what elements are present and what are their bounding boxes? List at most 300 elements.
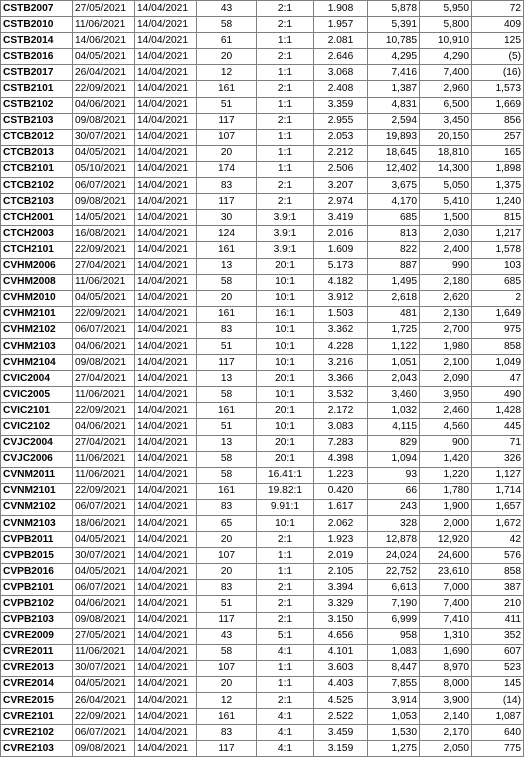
ticker-cell: CSTB2010 [1,17,73,33]
table-row [1,210,524,226]
maturity-date-cell: 22/09/2021 [73,242,135,258]
value-cell: 4.182 [314,274,368,290]
ratio-cell: 1:1 [257,548,314,564]
col-9-cell: 409 [472,17,524,33]
trade-date-cell: 14/04/2021 [135,210,197,226]
trade-date-cell: 14/04/2021 [135,564,197,580]
ratio-cell: 2:1 [257,580,314,596]
ratio-cell: 2:1 [257,49,314,65]
trade-date-cell: 14/04/2021 [135,451,197,467]
col-8-cell: 10,910 [420,33,472,49]
col-8-cell: 1,310 [420,628,472,644]
table-row [1,194,524,210]
maturity-date-cell: 06/07/2021 [73,322,135,338]
maturity-date-cell: 16/08/2021 [73,226,135,242]
days-cell: 43 [197,628,257,644]
col-9-cell: 1,649 [472,306,524,322]
days-cell: 174 [197,161,257,177]
value-cell: 2.172 [314,403,368,419]
value-cell: 2.105 [314,564,368,580]
maturity-date-cell: 06/07/2021 [73,178,135,194]
ticker-cell: CVNM2103 [1,516,73,532]
col-9-cell: 1,657 [472,499,524,515]
maturity-date-cell: 11/06/2021 [73,387,135,403]
value-cell: 3.603 [314,660,368,676]
table-row [1,435,524,451]
col-9-cell: 47 [472,371,524,387]
value-cell: 4.403 [314,676,368,692]
value-cell: 1.617 [314,499,368,515]
trade-date-cell: 14/04/2021 [135,499,197,515]
col-8-cell: 14,300 [420,161,472,177]
table-row [1,725,524,741]
col-7-cell: 12,878 [368,532,420,548]
col-8-cell: 8,000 [420,676,472,692]
col-9-cell: 1,375 [472,178,524,194]
maturity-date-cell: 26/04/2021 [73,65,135,81]
maturity-date-cell: 11/06/2021 [73,451,135,467]
trade-date-cell: 14/04/2021 [135,49,197,65]
days-cell: 161 [197,709,257,725]
trade-date-cell: 14/04/2021 [135,355,197,371]
trade-date-cell: 14/04/2021 [135,371,197,387]
maturity-date-cell: 06/07/2021 [73,725,135,741]
maturity-date-cell: 22/09/2021 [73,403,135,419]
col-7-cell: 1,122 [368,338,420,354]
maturity-date-cell: 26/04/2021 [73,693,135,709]
trade-date-cell: 14/04/2021 [135,306,197,322]
trade-date-cell: 14/04/2021 [135,338,197,354]
table-row [1,242,524,258]
maturity-date-cell: 18/06/2021 [73,516,135,532]
value-cell: 0.420 [314,483,368,499]
trade-date-cell: 14/04/2021 [135,596,197,612]
ticker-cell: CVRE2011 [1,644,73,660]
col-8-cell: 5,050 [420,178,472,194]
trade-date-cell: 14/04/2021 [135,628,197,644]
col-7-cell: 5,391 [368,17,420,33]
trade-date-cell: 14/04/2021 [135,194,197,210]
table-row [1,274,524,290]
table-row [1,467,524,483]
table-body [1,1,524,757]
col-8-cell: 8,970 [420,660,472,676]
ratio-cell: 4:1 [257,644,314,660]
col-8-cell: 2,180 [420,274,472,290]
value-cell: 4.525 [314,693,368,709]
ratio-cell: 10:1 [257,290,314,306]
table-row [1,612,524,628]
value-cell: 1.908 [314,1,368,17]
col-8-cell: 3,950 [420,387,472,403]
value-cell: 4.228 [314,338,368,354]
ticker-cell: CTCH2003 [1,226,73,242]
value-cell: 3.329 [314,596,368,612]
col-9-cell: 490 [472,387,524,403]
ticker-cell: CVIC2004 [1,371,73,387]
maturity-date-cell: 06/07/2021 [73,580,135,596]
maturity-date-cell: 06/07/2021 [73,499,135,515]
ratio-cell: 20:1 [257,451,314,467]
col-8-cell: 12,920 [420,532,472,548]
ratio-cell: 1:1 [257,33,314,49]
maturity-date-cell: 22/09/2021 [73,709,135,725]
value-cell: 2.646 [314,49,368,65]
col-7-cell: 3,460 [368,387,420,403]
value-cell: 2.408 [314,81,368,97]
ratio-cell: 2:1 [257,178,314,194]
value-cell: 2.053 [314,129,368,145]
days-cell: 117 [197,355,257,371]
col-8-cell: 1,780 [420,483,472,499]
maturity-date-cell: 11/06/2021 [73,644,135,660]
col-7-cell: 5,878 [368,1,420,17]
value-cell: 1.503 [314,306,368,322]
days-cell: 20 [197,532,257,548]
days-cell: 12 [197,693,257,709]
col-7-cell: 481 [368,306,420,322]
ticker-cell: CVNM2011 [1,467,73,483]
maturity-date-cell: 27/04/2021 [73,435,135,451]
ratio-cell: 1:1 [257,129,314,145]
col-9-cell: (16) [472,65,524,81]
col-9-cell: 210 [472,596,524,612]
ratio-cell: 10:1 [257,338,314,354]
table-row [1,371,524,387]
table-row [1,161,524,177]
table-row [1,290,524,306]
col-9-cell: 640 [472,725,524,741]
ratio-cell: 3.9:1 [257,242,314,258]
ticker-cell: CVRE2103 [1,741,73,757]
col-8-cell: 23,610 [420,564,472,580]
col-7-cell: 1,032 [368,403,420,419]
col-8-cell: 5,950 [420,1,472,17]
value-cell: 3.207 [314,178,368,194]
ratio-cell: 20:1 [257,371,314,387]
days-cell: 13 [197,435,257,451]
ratio-cell: 1:1 [257,145,314,161]
maturity-date-cell: 09/08/2021 [73,194,135,210]
col-8-cell: 3,450 [420,113,472,129]
col-8-cell: 7,400 [420,65,472,81]
ticker-cell: CSTB2016 [1,49,73,65]
trade-date-cell: 14/04/2021 [135,129,197,145]
col-7-cell: 958 [368,628,420,644]
ratio-cell: 2:1 [257,532,314,548]
trade-date-cell: 14/04/2021 [135,274,197,290]
table-row [1,532,524,548]
trade-date-cell: 14/04/2021 [135,17,197,33]
ticker-cell: CSTB2102 [1,97,73,113]
col-9-cell: 1,669 [472,97,524,113]
table-row [1,97,524,113]
days-cell: 61 [197,33,257,49]
trade-date-cell: 14/04/2021 [135,676,197,692]
days-cell: 20 [197,145,257,161]
col-9-cell: 607 [472,644,524,660]
col-9-cell: 1,898 [472,161,524,177]
ratio-cell: 2:1 [257,612,314,628]
ticker-cell: CVHM2103 [1,338,73,354]
table-row [1,338,524,354]
col-7-cell: 2,594 [368,113,420,129]
ticker-cell: CTCB2101 [1,161,73,177]
col-9-cell: 145 [472,676,524,692]
trade-date-cell: 14/04/2021 [135,387,197,403]
trade-date-cell: 14/04/2021 [135,660,197,676]
ratio-cell: 1:1 [257,660,314,676]
col-9-cell: 1,127 [472,467,524,483]
ticker-cell: CVIC2102 [1,419,73,435]
trade-date-cell: 14/04/2021 [135,178,197,194]
table-row [1,355,524,371]
trade-date-cell: 14/04/2021 [135,161,197,177]
trade-date-cell: 14/04/2021 [135,435,197,451]
table-row [1,419,524,435]
days-cell: 51 [197,338,257,354]
col-9-cell: 387 [472,580,524,596]
col-7-cell: 1,275 [368,741,420,757]
days-cell: 20 [197,564,257,580]
maturity-date-cell: 27/04/2021 [73,371,135,387]
maturity-date-cell: 27/05/2021 [73,1,135,17]
value-cell: 3.150 [314,612,368,628]
col-9-cell: 975 [472,322,524,338]
trade-date-cell: 14/04/2021 [135,145,197,161]
ticker-cell: CVHM2006 [1,258,73,274]
trade-date-cell: 14/04/2021 [135,532,197,548]
table-row [1,1,524,17]
col-7-cell: 1,053 [368,709,420,725]
ratio-cell: 2:1 [257,596,314,612]
trade-date-cell: 14/04/2021 [135,709,197,725]
ratio-cell: 10:1 [257,516,314,532]
col-7-cell: 18,645 [368,145,420,161]
maturity-date-cell: 11/06/2021 [73,467,135,483]
col-8-cell: 2,090 [420,371,472,387]
col-8-cell: 2,960 [420,81,472,97]
col-8-cell: 1,500 [420,210,472,226]
col-8-cell: 5,410 [420,194,472,210]
ratio-cell: 10:1 [257,419,314,435]
col-9-cell: 165 [472,145,524,161]
col-7-cell: 887 [368,258,420,274]
days-cell: 107 [197,129,257,145]
value-cell: 2.212 [314,145,368,161]
col-7-cell: 822 [368,242,420,258]
table-row [1,709,524,725]
days-cell: 30 [197,210,257,226]
trade-date-cell: 14/04/2021 [135,81,197,97]
table-row [1,178,524,194]
table-row [1,596,524,612]
col-8-cell: 2,460 [420,403,472,419]
col-9-cell: 1,240 [472,194,524,210]
trade-date-cell: 14/04/2021 [135,290,197,306]
ticker-cell: CVHM2104 [1,355,73,371]
col-8-cell: 2,620 [420,290,472,306]
trade-date-cell: 14/04/2021 [135,65,197,81]
table-row [1,129,524,145]
col-7-cell: 7,855 [368,676,420,692]
days-cell: 13 [197,371,257,387]
trade-date-cell: 14/04/2021 [135,1,197,17]
ratio-cell: 2:1 [257,17,314,33]
days-cell: 161 [197,483,257,499]
col-8-cell: 2,000 [420,516,472,532]
value-cell: 3.083 [314,419,368,435]
ticker-cell: CVHM2102 [1,322,73,338]
table-row [1,741,524,757]
days-cell: 58 [197,274,257,290]
col-7-cell: 1,083 [368,644,420,660]
maturity-date-cell: 30/07/2021 [73,548,135,564]
col-8-cell: 3,900 [420,693,472,709]
col-7-cell: 6,999 [368,612,420,628]
col-8-cell: 1,420 [420,451,472,467]
days-cell: 83 [197,178,257,194]
table-row [1,33,524,49]
col-9-cell: 856 [472,113,524,129]
table-row [1,483,524,499]
col-9-cell: 2 [472,290,524,306]
ticker-cell: CVJC2004 [1,435,73,451]
ratio-cell: 10:1 [257,274,314,290]
col-9-cell: 257 [472,129,524,145]
col-8-cell: 2,400 [420,242,472,258]
ticker-cell: CVHM2008 [1,274,73,290]
table-row [1,145,524,161]
value-cell: 3.912 [314,290,368,306]
value-cell: 3.366 [314,371,368,387]
maturity-date-cell: 09/08/2021 [73,355,135,371]
trade-date-cell: 14/04/2021 [135,516,197,532]
trade-date-cell: 14/04/2021 [135,33,197,49]
days-cell: 51 [197,596,257,612]
value-cell: 3.394 [314,580,368,596]
days-cell: 58 [197,467,257,483]
col-8-cell: 2,130 [420,306,472,322]
col-9-cell: 125 [472,33,524,49]
col-7-cell: 66 [368,483,420,499]
ratio-cell: 20:1 [257,435,314,451]
maturity-date-cell: 05/10/2021 [73,161,135,177]
ratio-cell: 10:1 [257,387,314,403]
col-7-cell: 4,170 [368,194,420,210]
col-9-cell: 1,217 [472,226,524,242]
maturity-date-cell: 27/04/2021 [73,258,135,274]
col-9-cell: 445 [472,419,524,435]
col-9-cell: 858 [472,564,524,580]
col-8-cell: 18,810 [420,145,472,161]
value-cell: 3.359 [314,97,368,113]
trade-date-cell: 14/04/2021 [135,580,197,596]
table-row [1,226,524,242]
value-cell: 1.223 [314,467,368,483]
trade-date-cell: 14/04/2021 [135,419,197,435]
col-7-cell: 6,613 [368,580,420,596]
col-8-cell: 24,600 [420,548,472,564]
col-8-cell: 2,170 [420,725,472,741]
col-9-cell: 523 [472,660,524,676]
ratio-cell: 20:1 [257,258,314,274]
col-9-cell: 775 [472,741,524,757]
table-row [1,387,524,403]
maturity-date-cell: 11/06/2021 [73,17,135,33]
col-7-cell: 1,495 [368,274,420,290]
ratio-cell: 3.9:1 [257,210,314,226]
trade-date-cell: 14/04/2021 [135,612,197,628]
table-row [1,580,524,596]
ticker-cell: CSTB2007 [1,1,73,17]
col-7-cell: 7,190 [368,596,420,612]
col-8-cell: 1,900 [420,499,472,515]
maturity-date-cell: 14/06/2021 [73,33,135,49]
trade-date-cell: 14/04/2021 [135,725,197,741]
value-cell: 2.506 [314,161,368,177]
trade-date-cell: 14/04/2021 [135,644,197,660]
ticker-cell: CVPB2011 [1,532,73,548]
maturity-date-cell: 30/07/2021 [73,129,135,145]
maturity-date-cell: 04/06/2021 [73,97,135,113]
table-row [1,306,524,322]
col-7-cell: 10,785 [368,33,420,49]
maturity-date-cell: 11/06/2021 [73,274,135,290]
trade-date-cell: 14/04/2021 [135,693,197,709]
maturity-date-cell: 22/09/2021 [73,81,135,97]
value-cell: 1.923 [314,532,368,548]
days-cell: 51 [197,419,257,435]
col-8-cell: 900 [420,435,472,451]
ticker-cell: CVPB2015 [1,548,73,564]
maturity-date-cell: 22/09/2021 [73,483,135,499]
col-9-cell: 1,573 [472,81,524,97]
maturity-date-cell: 04/06/2021 [73,338,135,354]
trade-date-cell: 14/04/2021 [135,483,197,499]
value-cell: 3.159 [314,741,368,757]
value-cell: 1.609 [314,242,368,258]
col-8-cell: 2,140 [420,709,472,725]
col-9-cell: 1,049 [472,355,524,371]
maturity-date-cell: 09/08/2021 [73,741,135,757]
col-9-cell: 815 [472,210,524,226]
table-row [1,322,524,338]
col-7-cell: 685 [368,210,420,226]
days-cell: 107 [197,660,257,676]
ratio-cell: 4:1 [257,725,314,741]
ticker-cell: CTCB2012 [1,129,73,145]
col-7-cell: 3,675 [368,178,420,194]
table-row [1,65,524,81]
col-9-cell: 685 [472,274,524,290]
maturity-date-cell: 04/05/2021 [73,564,135,580]
days-cell: 20 [197,290,257,306]
ratio-cell: 1:1 [257,97,314,113]
ticker-cell: CVIC2005 [1,387,73,403]
col-8-cell: 1,980 [420,338,472,354]
ratio-cell: 20:1 [257,403,314,419]
ticker-cell: CVRE2013 [1,660,73,676]
col-9-cell: 103 [472,258,524,274]
ticker-cell: CVJC2006 [1,451,73,467]
col-9-cell: 1,714 [472,483,524,499]
col-8-cell: 7,000 [420,580,472,596]
value-cell: 3.532 [314,387,368,403]
col-9-cell: 411 [472,612,524,628]
value-cell: 7.283 [314,435,368,451]
col-9-cell: 71 [472,435,524,451]
